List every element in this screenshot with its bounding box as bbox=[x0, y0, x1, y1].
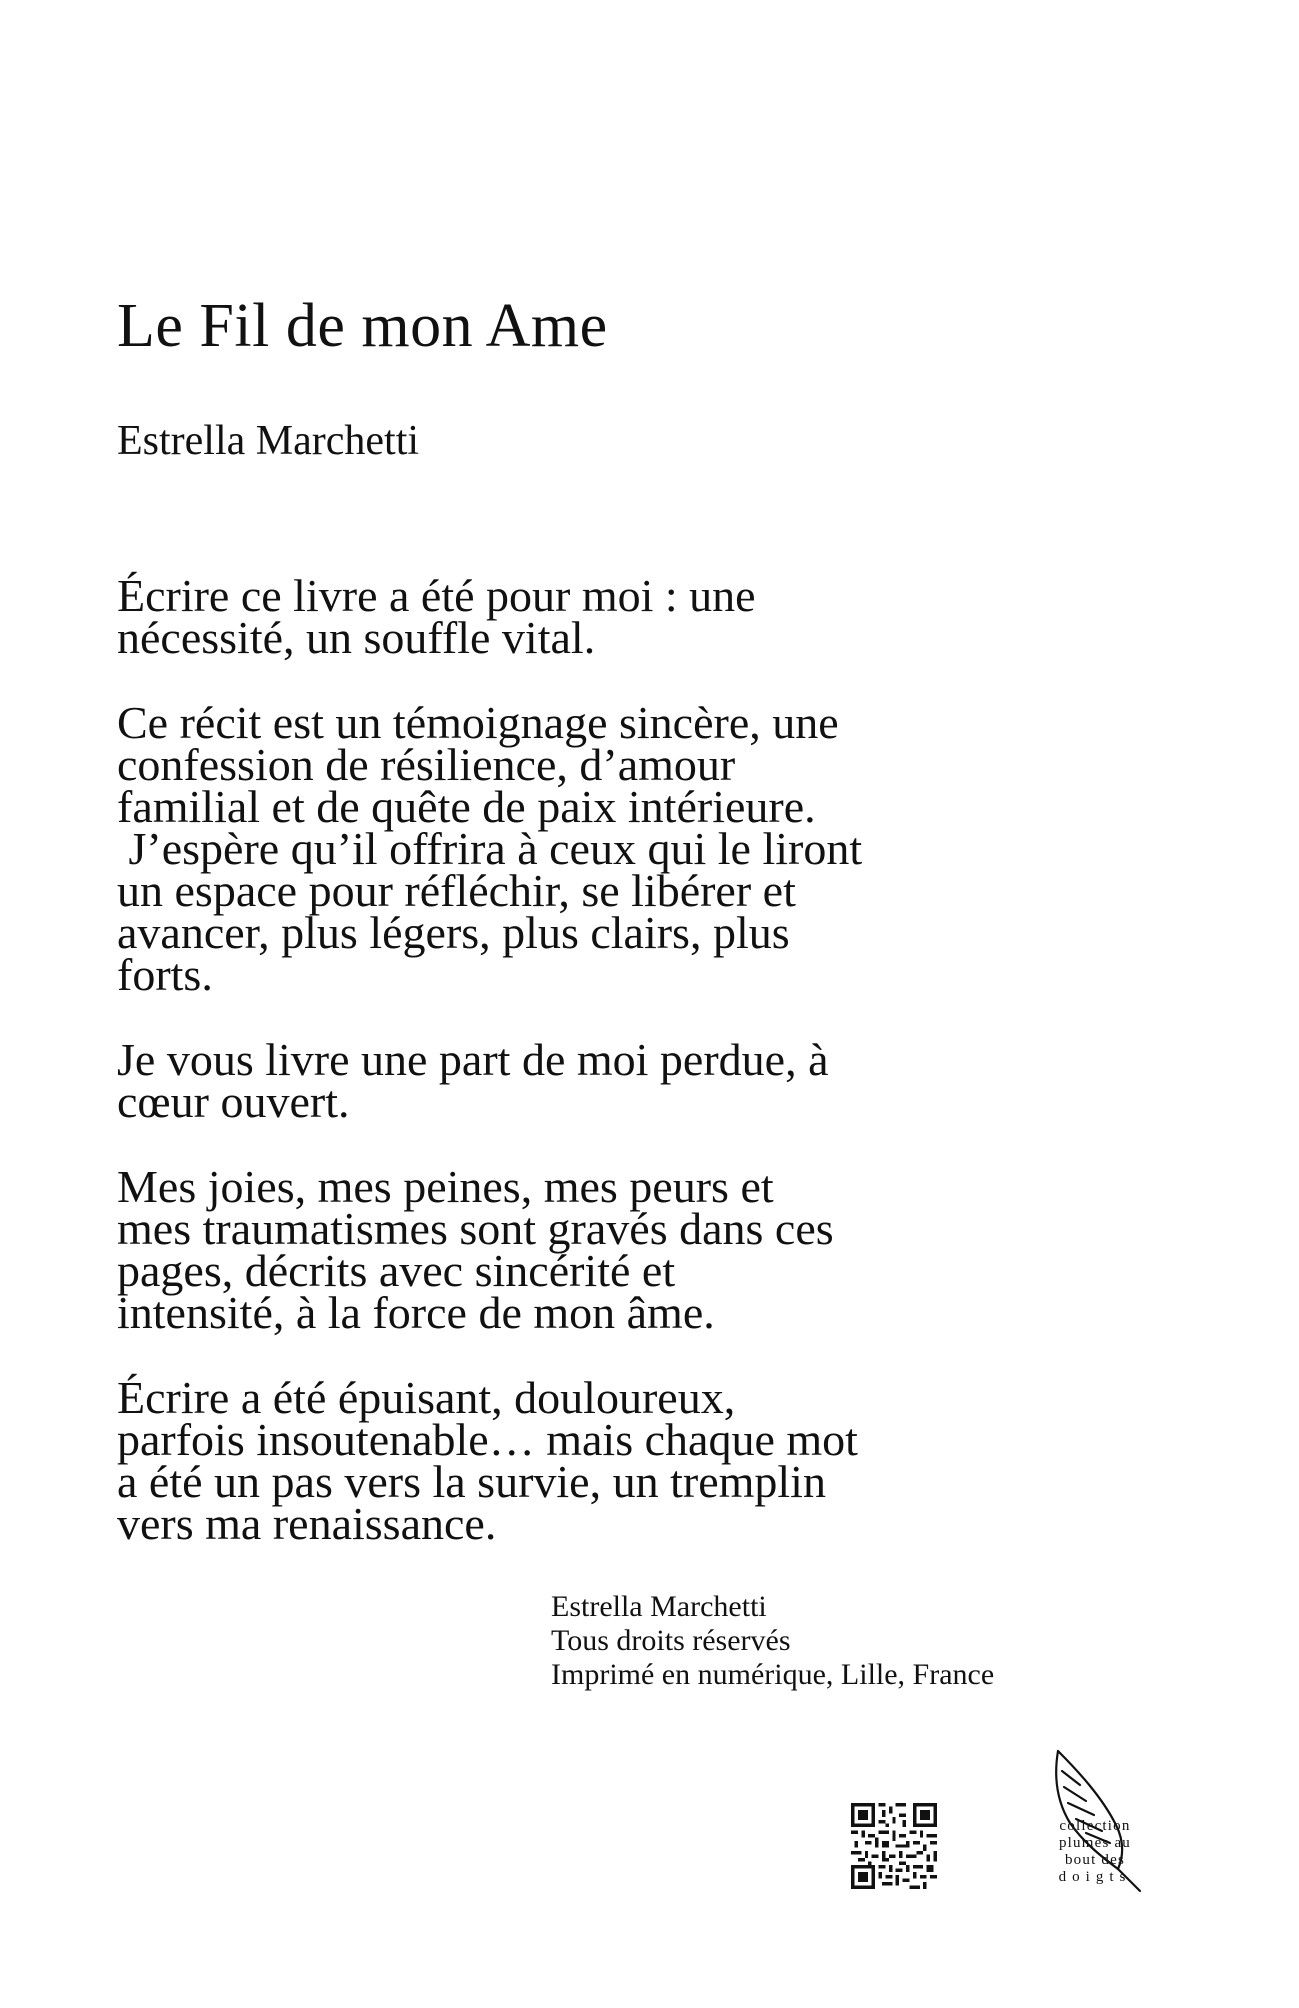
blurb-line: Je vous livre une part de moi perdue, à bbox=[117, 1034, 829, 1085]
blurb-line: Ce récit est un témoignage sincère, une bbox=[117, 697, 839, 748]
logo-text-line: collection bbox=[1059, 1818, 1131, 1834]
logo-text-line: plumes au bbox=[1058, 1835, 1132, 1851]
logo-text-line: bout des bbox=[1064, 1852, 1125, 1868]
blurb-paragraph bbox=[117, 697, 1077, 1000]
blurb-line: J’espère qu’il offrira à ceux qui le liront bbox=[117, 823, 863, 874]
blurb-paragraph bbox=[117, 1161, 1077, 1338]
blurb-line: avancer, plus légers, plus clairs, plus bbox=[117, 907, 790, 958]
blurb-line: forts. bbox=[117, 949, 213, 1000]
blurb-paragraph bbox=[117, 570, 1077, 663]
blurb-line: confession de résilience, d’amour bbox=[117, 739, 736, 790]
book-title: Le Fil de mon Ame bbox=[117, 292, 608, 360]
blurb-line: Écrire ce livre a été pour moi : une bbox=[117, 570, 756, 621]
blurb-line: pages, décrits avec sincérité et bbox=[117, 1245, 676, 1296]
colophon-printed: Imprimé en numérique, Lille, France bbox=[551, 1658, 995, 1691]
blurb-line: Mes joies, mes peines, mes peurs et bbox=[117, 1161, 774, 1212]
blurb-line: nécessité, un souffle vital. bbox=[117, 612, 596, 663]
collection-logo-text bbox=[1030, 1818, 1160, 1886]
blurb-line: parfois insoutenable… mais chaque mot bbox=[117, 1414, 858, 1465]
book-author: Estrella Marchetti bbox=[117, 418, 420, 464]
qr-code-icon bbox=[851, 1803, 937, 1889]
blurb-line: a été un pas vers la survie, un tremplin bbox=[117, 1456, 826, 1507]
colophon bbox=[551, 1590, 994, 1692]
blurb-line: cœur ouvert. bbox=[117, 1076, 350, 1127]
blurb-line: un espace pour réfléchir, se libérer et bbox=[117, 865, 796, 916]
blurb-line: Écrire a été épuisant, douloureux, bbox=[117, 1372, 736, 1423]
colophon-rights: Tous droits réservés bbox=[551, 1624, 791, 1657]
logo-text-line: doigts bbox=[1058, 1869, 1132, 1885]
blurb-line: intensité, à la force de mon âme. bbox=[117, 1287, 715, 1338]
blurb-paragraph bbox=[117, 1034, 1077, 1127]
colophon-author: Estrella Marchetti bbox=[551, 1590, 767, 1623]
blurb-line: vers ma renaissance. bbox=[117, 1498, 497, 1549]
blurb-line: mes traumatismes sont gravés dans ces bbox=[117, 1203, 834, 1254]
blurb-line: familial et de quête de paix intérieure. bbox=[117, 781, 816, 832]
blurb-text bbox=[117, 570, 1077, 1588]
blurb-paragraph bbox=[117, 1372, 1077, 1549]
